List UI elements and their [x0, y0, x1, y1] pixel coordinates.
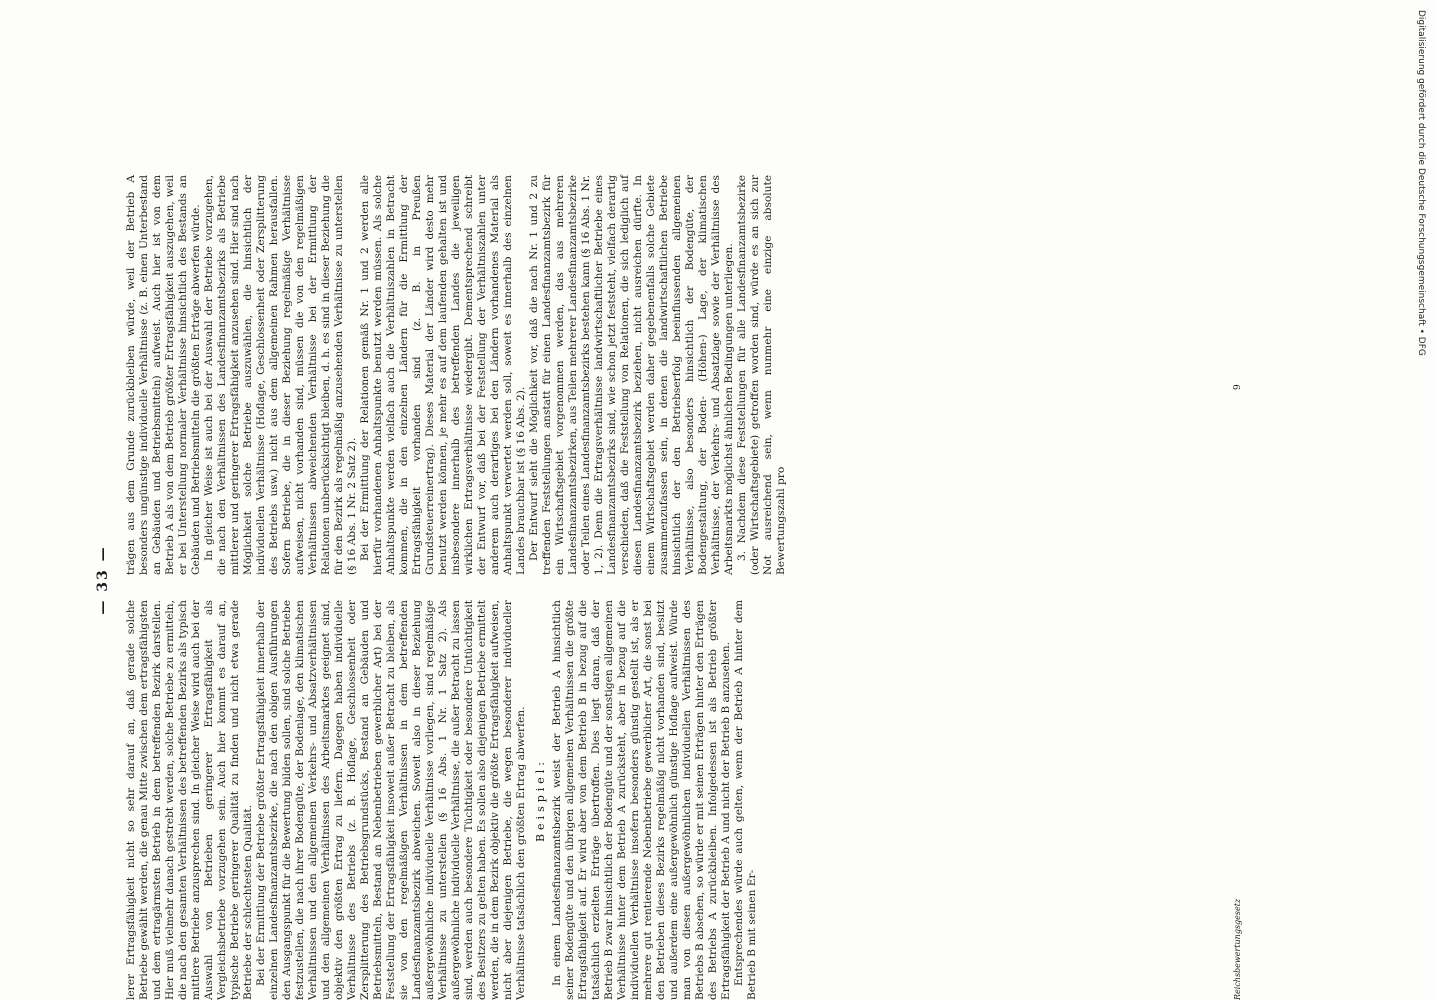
example-heading: Beispiel: [534, 757, 547, 843]
rotated-document-page [95, 160, 1255, 1000]
right-paragraph-2: In gleicher Weise ist auch bei der Auswahl der Betriebe vorzugehen, die nach den Verhältnissen des Landesfinanzamtsbezirks als Betriebe mittlerer und geringerer Ertragsfähigkeit anzusehen sind. Hier sind nach Möglichkeit solche Betriebe auszuwählen, die hinsichtlich der individuellen Verhältnisse (Hoflage, Geschlossenheit oder Zersplitterung des Betriebs usw.) nicht aus dem allgemeinen Rahmen herausfallen. Sofern Betriebe, die in dieser Beziehung regelmäßige Verhältnisse aufweisen, nicht vorhanden sind, müssen die von den regelmäßigen Verhältnissen abweichenden Verhältnisse bei der Ermittlung der Relationen unberücksichtigt bleiben, d. h. es sind in dieser Beziehung die für den Bezirk als regelmäßig anzusehenden Verhältnisse zu unterstellen (§ 16 Abs. 1 Nr. 2 Satz 2). [203, 175, 358, 575]
right-paragraph-3: Bei der Ermittlung der Relationen gemäß Nr. 1 und 2 werden alle hierfür vorhandenen Anhaltspunkte benutzt werden müssen. Als solche Anhaltspunkte werden vielfach auch die Verhältniszahlen in Betracht kommen, die in den einzelnen Ländern für die Ermittlung der Ertragsfähigkeit vorhanden sind (z. B. in Preußen Grundsteuerreinertrag). Dieses Material der Länder wird desto mehr benutzt werden können, je mehr es auf dem laufenden gehalten ist und insbesondere innerhalb des betreffenden Landes die jeweiligen wirklichen Ertragsverhältnisse wiedergibt. Dementsprechend schreibt der Entwurf vor, daß bei der Feststellung der Verhältniszahlen unter anderem auch derartiges bei den Ländern vorhandenes Material als Anhaltspunkt verwertet werden soll, soweit es innerhalb des einzelnen Landes brauchbar ist (§ 16 Abs. 2). [359, 175, 527, 575]
right-column [125, 175, 788, 575]
right-paragraph-5: 3. Nachdem diese Feststellungen für alle Landesfinanzamtsbezirke (oder Wirtschaftsgebiete) getroffen worden sind, würde es an sich zur Not ausreichend sein, wenn nunmehr eine einzige absolute Bewertungszahl pro [736, 175, 787, 575]
left-paragraph-1: lerer Ertragsfähigkeit nicht so sehr darauf an, daß gerade solche Betriebe gewählt werden, die genau Mitte zwischen dem ertragsfähigsten und dem ertragärmsten Betrieb in dem betreffenden Bezirk darstellen. Hier muß vielmehr danach gestrebt werden, solche Betriebe zu ermitteln, die nach den gesamten Verhältnissen des betreffenden Bezirks als typisch mittlere Betriebe anzusprechen sind. In gleicher Weise wird auch bei der Auswahl von Betrieben geringerer Ertragsfähigkeit als Vergleichsbetriebe vorzugehen sein. Auch hier kommt es darauf an, typische Betriebe geringerer Qualität zu finden und nicht etwa gerade Betriebe der schlechtesten Qualität. [125, 600, 254, 1000]
right-paragraph-4: Der Entwurf sieht die Möglichkeit vor, daß die nach Nr. 1 und 2 zu treffenden Feststellungen anstatt für einen Landesfinanzamtsbezirk für ein Wirtschaftsgebiet vorgenommen werden, das aus mehreren Landesfinanzamtsbezirken, aus Teilen mehrerer Landesfinanzamtsbezirke oder Teilen eines Landesfinanzamtsbezirks bestehen kann (§ 16 Abs. 1 Nr. 1, 2). Denn die Ertragsverhältnisse landwirtschaftlicher Betriebe eines Landesfinanzamtsbezirks sind, wie schon jetzt feststeht, vielfach derartig verschieden, daß die Feststellung von Relationen, die sich lediglich auf diesen Landesfinanzamtsbezirk beziehen, nicht ausreichen dürfte. In einem Wirtschaftsgebiet werden daher gegebenenfalls solche Gebiete zusammenzufassen sein, in denen die landwirtschaftlichen Betriebe hinsichtlich der den Betriebserfolg beeinflussenden allgemeinen Verhältnisse, also besonders hinsichtlich der Bodengüte, der Bodengestaltung, der Boden- (Höhen-) Lage, der klimatischen Verhältnisse, der Verkehrs- und Absatzlage sowie der Verhältnisse des Arbeitsmarkts möglichst ähnlichen Bedingungen unterliegen. [528, 175, 735, 575]
page-number-footer: 9 [1233, 384, 1243, 390]
page-number-header: — 33 — [95, 545, 111, 615]
left-column [125, 600, 759, 1000]
digitization-credit [1414, 10, 1428, 990]
digitization-credit-text: Digitalisierung gefördert durch die Deutsche Forschungsgemeinschaft • DFG [1416, 10, 1426, 356]
left-paragraph-4: Entsprechendes würde auch gelten, wenn der Betrieb A hinter dem Betrieb B mit seinen Er- [733, 600, 758, 1000]
footer-source-label: Reichsbewertungsgesetz [1233, 898, 1242, 1000]
left-paragraph-2: Bei der Ermittlung der Betriebe größter Ertragsfähigkeit innerhalb der einzelnen Landesfinanzamtsbezirke, die nach den obigen Ausführungen den Ausgangspunkt für die Bewertung bilden sollen, sind solche Betriebe festzustellen, die nach ihrer Bodengüte, der Bodenlage, den klimatischen Verhältnissen und den allgemeinen Verkehrs- und Absatzverhältnissen und den allgemeinen Verhältnissen des Arbeitsmarktes geeignet sind, objektiv den größten Ertrag zu liefern. Dagegen haben individuelle Verhältnisse des Betriebs (z. B. Hoflage, Geschlossenheit oder Zersplitterung des Betriebsgrundstücks, Bestand an Gebäuden und Betriebsmitteln, Bestand an Nebenbetrieben gewerblicher Art) bei der Feststellung der Ertragsfähigkeit insoweit außer Betracht zu bleiben, als sie von den regelmäßigen Verhältnissen in dem betreffenden Landesfinanzamtsbezirk abweichen. Soweit also in dieser Beziehung außergewöhnliche individuelle Verhältnisse vorliegen, sind regelmäßige Verhältnisse zu unterstellen (§ 16 Abs. 1 Nr. 1 Satz 2). Als außergewöhnliche individuelle Verhältnisse, die außer Betracht zu lassen sind, werden auch besondere Tüchtigkeit oder besondere Untüchtigkeit des Besitzers zu gelten haben. Es sollen also diejenigen Betriebe ermittelt werden, die in dem Bezirk objektiv die größte Ertragsfähigkeit aufweisen, nicht aber diejenigen Betriebe, die wegen besonderer individueller Verhältnisse tatsächlich den größten Ertrag abwerfen. [255, 600, 527, 1000]
left-paragraph-3: In einem Landesfinanzamtsbezirk weist der Betrieb A hinsichtlich seiner Bodengüte und den übrigen allgemeinen Verhältnissen die größte Ertragsfähigkeit auf. Er wird aber von dem Betrieb B in bezug auf die tatsächlich erzielten Erträge übertroffen. Dies liegt daran, daß der Betrieb B zwar hinsichtlich der Bodengüte und der sonstigen allgemeinen Verhältnisse hinter dem Betrieb A zurücksteht, aber in bezug auf die individuellen Verhältnisse insofern besonders günstig gestellt ist, als er mehrere gut rentierende Nebenbetriebe gewerblicher Art, die sonst bei den Betrieben dieses Bezirks regelmäßig nicht vorhanden sind, besitzt und außerdem eine außergewöhnlich günstige Hoflage aufweist. Würde man von diesen außergewöhnlichen individuellen Verhältnissen des Betriebs B absehen, so würde er mit seinen Erträgen hinter den Erträgen des Betriebs A zurückbleiben. Infolgedessen ist als Betrieb größter Ertragsfähigkeit der Betrieb A und nicht der Betrieb B anzusehen. [551, 600, 732, 1000]
right-paragraph-1: trägen aus dem Grunde zurückbleiben würde, weil der Betrieb A besonders ungünstige individuelle Verhältnisse (z. B. einen Unterbestand an Gebäuden und Betriebsmitteln) aufweist. Auch hier ist von dem Betrieb A als von dem Betrieb größter Ertragsfähigkeit auszugehen, weil er bei Unterstellung normaler Verhältnisse hinsichtlich des Bestands an Gebäuden und Betriebsmitteln die größten Erträge abwerfen würde. [125, 175, 202, 575]
